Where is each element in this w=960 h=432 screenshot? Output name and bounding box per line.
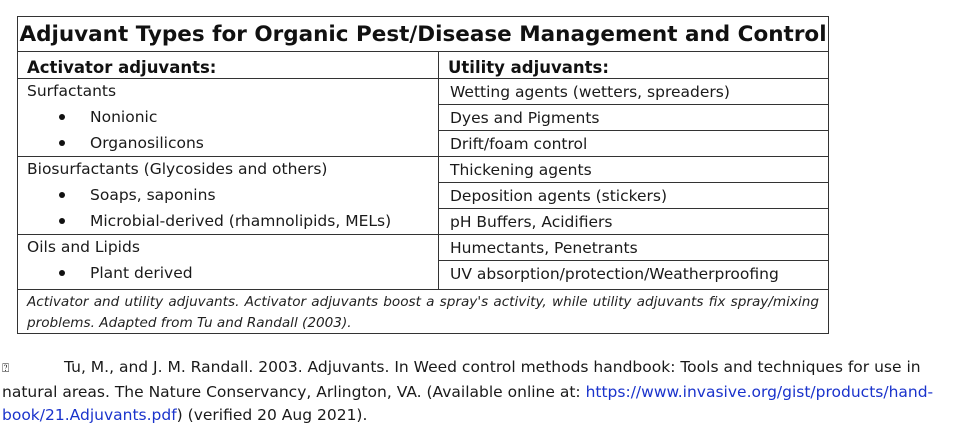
bullet-icon — [59, 192, 65, 198]
table-caption: Activator and utility adjuvants. Activator adjuvants boost a spray's activity, while utility adjuvants fix spray/mixing problems. Adapted from Tu and Randall (2003). — [18, 289, 828, 333]
group-head: Surfactants — [27, 82, 117, 100]
bullet-icon — [59, 270, 65, 276]
bullet-icon — [59, 140, 65, 146]
activator-header: Activator adjuvants: — [18, 52, 438, 79]
utility-cell: Wetting agents (wetters, spreaders) — [439, 79, 828, 105]
list-item — [27, 104, 438, 130]
list-item-label: Soaps, saponins — [90, 186, 216, 204]
utility-cell: UV absorption/protection/Weatherproofing — [450, 265, 779, 283]
list-item — [27, 182, 438, 208]
list-item-label: Plant derived — [90, 264, 193, 282]
activator-column — [18, 52, 439, 289]
list-item-label: Nonionic — [90, 108, 158, 126]
footnote-marker-icon: ⍰ — [2, 361, 10, 375]
utility-cell: Deposition agents (stickers) — [439, 183, 828, 209]
bullet-icon — [59, 114, 65, 120]
list-item-label: Microbial-derived (rhamnolipids, MELs) — [90, 212, 392, 230]
list-item — [27, 260, 438, 286]
bullet-icon — [59, 218, 65, 224]
reference-footnote — [2, 356, 958, 428]
list-item-label: Organosilicons — [90, 134, 204, 152]
utility-cell: pH Buffers, Acidifiers — [439, 209, 828, 235]
group-head: Oils and Lipids — [27, 238, 140, 256]
utility-column — [439, 52, 828, 289]
group-surfactants — [18, 79, 438, 157]
table-title: Adjuvant Types for Organic Pest/Disease Management and Control — [18, 17, 828, 52]
utility-cell: Dyes and Pigments — [439, 105, 828, 131]
utility-cell: Thickening agents — [439, 157, 828, 183]
list-item — [27, 208, 438, 234]
list-item — [27, 130, 438, 156]
utility-cell: Humectants, Penetrants — [439, 235, 828, 261]
adjuvant-table — [17, 16, 829, 334]
utility-cell: Drift/foam control — [439, 131, 828, 157]
reference-text-end: ) (verified 20 Aug 2021). — [176, 406, 368, 424]
utility-header: Utility adjuvants: — [439, 52, 828, 79]
group-biosurfactants — [18, 157, 438, 235]
group-head: Biosurfactants (Glycosides and others) — [27, 160, 328, 178]
reference-text: Tu, M., and J. M. Randall. 2003. Adjuvants. In Weed control methods handbook: Tools and techniques for use in natural areas. The Nature Conservancy, Arlington, VA. (Available online at: — [2, 358, 921, 401]
reference-link[interactable]: https://www.invasive.org/gist/products/hand-book/21.Adjuvants.pdf — [2, 382, 934, 424]
group-oils-lipids — [18, 235, 438, 287]
